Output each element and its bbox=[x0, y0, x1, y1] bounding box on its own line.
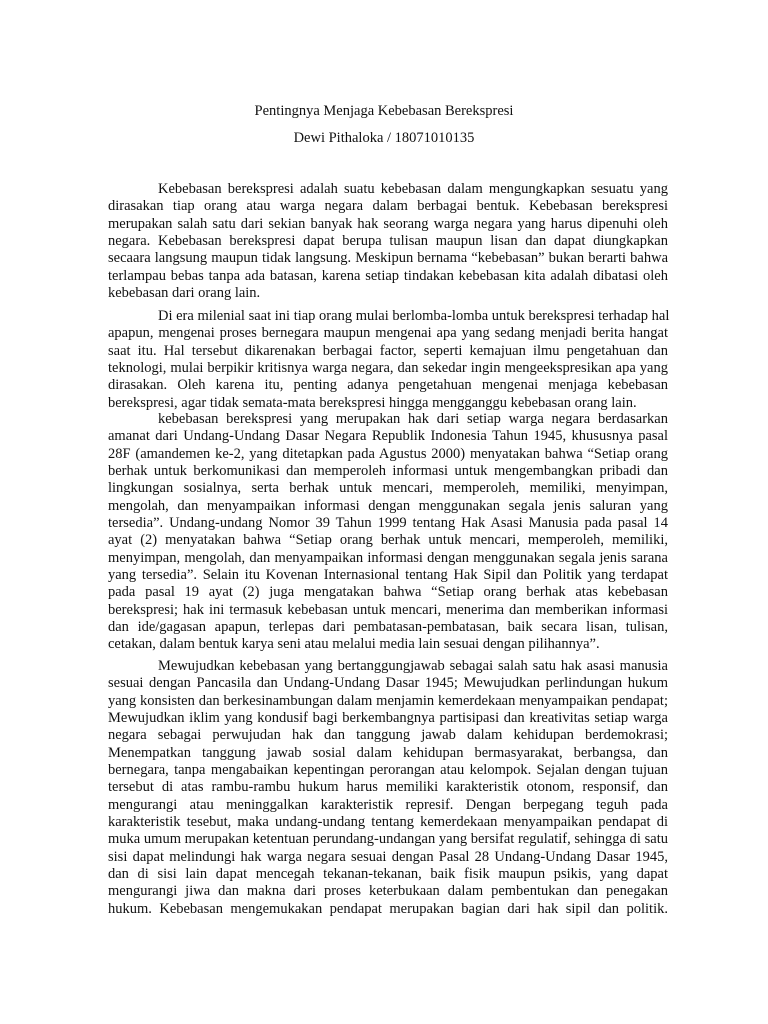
text-line: kebebasan berekspresi yang merupakan hak dari setiap warga negara berdasarkan bbox=[158, 411, 668, 427]
text-line: Kebebasan berekspresi adalah suatu kebebasan dalam mengungkapkan sesuatu yang bbox=[158, 181, 668, 197]
text-line: 28F (amandemen ke-2, yang ditetapkan pada Agustus 2000) menyatakan bahwa “Setiap orang bbox=[108, 445, 668, 462]
document-author: Dewi Pithaloka / 18071010135 bbox=[293, 130, 475, 146]
paragraph-1 bbox=[108, 181, 668, 302]
document-title: Pentingnya Menjaga Kebebasan Berekspresi bbox=[254, 103, 514, 119]
text-line: apapun, mengenai proses bernegara maupun mengenai apa yang sedang menjadi berita hangat bbox=[108, 325, 668, 342]
text-line: sisi dapat melindungi hak warga negara sesuai dengan Pasal 28 Undang-Undang Dasar 1945, bbox=[108, 848, 668, 865]
text-line: teknologi, mulai berpikir kritisnya warga negara, dan sekedar ingin mengeekspresikan apa yang bbox=[108, 360, 668, 377]
text-line: cetakan, dalam bentuk karya seni atau melalui media lain sesuai dengan pilihannya”. bbox=[108, 636, 600, 653]
text-line: dan ide/gagasan apapun, terlepas dari pembatasan-pembatasan, baik secara lisan, tulisan, bbox=[108, 619, 668, 636]
text-line: Di era milenial saat ini tiap orang mulai berlomba-lomba untuk berekspresi terhadap hal bbox=[158, 308, 670, 324]
text-line: hukum. Kebebasan mengemukakan pendapat merupakan bagian dari hak sipil dan politik. bbox=[108, 900, 668, 917]
text-line: berekspresi, agar tidak semata-mata berekspresi hingga mengganggu kebebasan orang lain. bbox=[108, 394, 637, 411]
paragraph-4 bbox=[108, 658, 668, 918]
text-line: bernegara, tanpa mengabaikan kepentingan perorangan atau kelompok. Sejalan dengan tujuan bbox=[108, 762, 668, 779]
text-line: mengurangi atau meninggalkan karakteristik represif. Dengan berpegang teguh pada bbox=[108, 796, 668, 813]
text-line: amanat dari Undang-Undang Dasar Negara Republik Indonesia Tahun 1945, khususnya pasal bbox=[108, 428, 668, 445]
text-line: yang tersedia”. Selain itu Kovenan Internasional tentang Hak Sipil dan Politik yang terdapat bbox=[108, 567, 668, 584]
text-line: berekspresi; hak ini termasuk kebebasan untuk mencari, menerima dan memberikan informasi bbox=[108, 601, 668, 618]
text-line: ayat (2) menyatakan bahwa “Setiap orang berhak untuk mencari, memperoleh, memiliki, bbox=[108, 532, 668, 549]
text-line: secaara langsung maupun tidak langsung. Meskipun bernama “kebebasan” bukan berarti bahwa bbox=[108, 250, 668, 267]
text-line: dan di sisi lain dapat mencegah tekanan-tekanan, baik fisik maupun psikis, yang dapat bbox=[108, 866, 668, 883]
text-line: tersebut di atas rambu-rambu hukum harus memiliki karakteristik otonom, responsif, dan bbox=[108, 779, 668, 796]
paragraph-2 bbox=[108, 308, 668, 412]
paragraph-3 bbox=[108, 411, 668, 654]
text-line: yang konsisten dan berkesinambungan dalam menjamin kemerdekaan menyampaikan pendapat; bbox=[108, 692, 668, 709]
text-line: lingkungan sosialnya, serta berhak untuk mencari, memperoleh, memiliki, menyimpan, bbox=[108, 480, 668, 497]
text-line: Mewujudkan iklim yang kondusif bagi berkembangnya partisipasi dan kreativitas setiap warga bbox=[108, 710, 668, 727]
text-line: kebebasan dari orang lain. bbox=[108, 285, 261, 302]
text-line: Mewujudkan kebebasan yang bertanggungjawab sebagai salah satu hak asasi manusia bbox=[158, 658, 668, 674]
text-line: sesuai dengan Pancasila dan Undang-Undang Dasar 1945; Mewujudkan perlindungan hukum bbox=[108, 675, 668, 692]
text-line: mengolah, dan menyampaikan informasi dengan menggunakan segala jenis saluran yang bbox=[108, 497, 668, 514]
text-line: mengurangi jiwa dan makna dari proses keterbukaan dalam pembentukan dan penegakan bbox=[108, 883, 668, 900]
text-line: karakteristik tesebut, maka undang-undang tentang kemerdekaan menyampaikan pendapat di bbox=[108, 814, 668, 831]
text-line: merupakan salah satu dari sekian banyak hak seorang warga negara yang harus dipenuhi oleh bbox=[108, 215, 668, 232]
text-line: tersedia”. Undang-undang Nomor 39 Tahun 1999 tentang Hak Asasi Manusia pada pasal 14 bbox=[108, 515, 668, 532]
text-line: saat itu. Hal tersebut dikarenakan berbagai factor, seperti kemajuan ilmu pengetahuan dan bbox=[108, 342, 668, 359]
text-line: berhak untuk berkomunikasi dan memperoleh informasi untuk mengembangkan pribadi dan bbox=[108, 463, 668, 480]
text-line: negara. Kebebasan berekspresi dapat berupa tulisan maupun lisan dan dapat diungkapkan bbox=[108, 233, 668, 250]
text-line: menyimpan, mengolah, dan menyampaikan informasi dengan menggunakan segala jenis sarana bbox=[108, 549, 668, 566]
text-line: muka umum merupakan ketentuan perundang-undangan yang bersifat regulatif, sehingga di satu bbox=[108, 831, 668, 848]
text-line: dirasakan tiap orang atau warga negara dalam berbagai bentuk. Kebebasan berekspresi bbox=[108, 198, 668, 215]
text-line: terlampau bebas tanpa ada batasan, karena setiap tindakan kebebasan kita adalah dibatasi oleh bbox=[108, 267, 668, 284]
text-line: negara sebagai perwujudan hak dan tanggung jawab dalam kehidupan berdemokrasi; bbox=[108, 727, 668, 744]
text-line: Menempatkan tanggung jawab sosial dalam kehidupan bermasyarakat, berbangsa, dan bbox=[108, 744, 668, 761]
text-line: pada pasal 19 ayat (2) juga mengatakan bahwa “Setiap orang berhak atas kebebasan bbox=[108, 584, 668, 601]
text-line: dirasakan. Oleh karena itu, penting adanya pengetahuan mengenai menjaga kebebasan bbox=[108, 377, 668, 394]
